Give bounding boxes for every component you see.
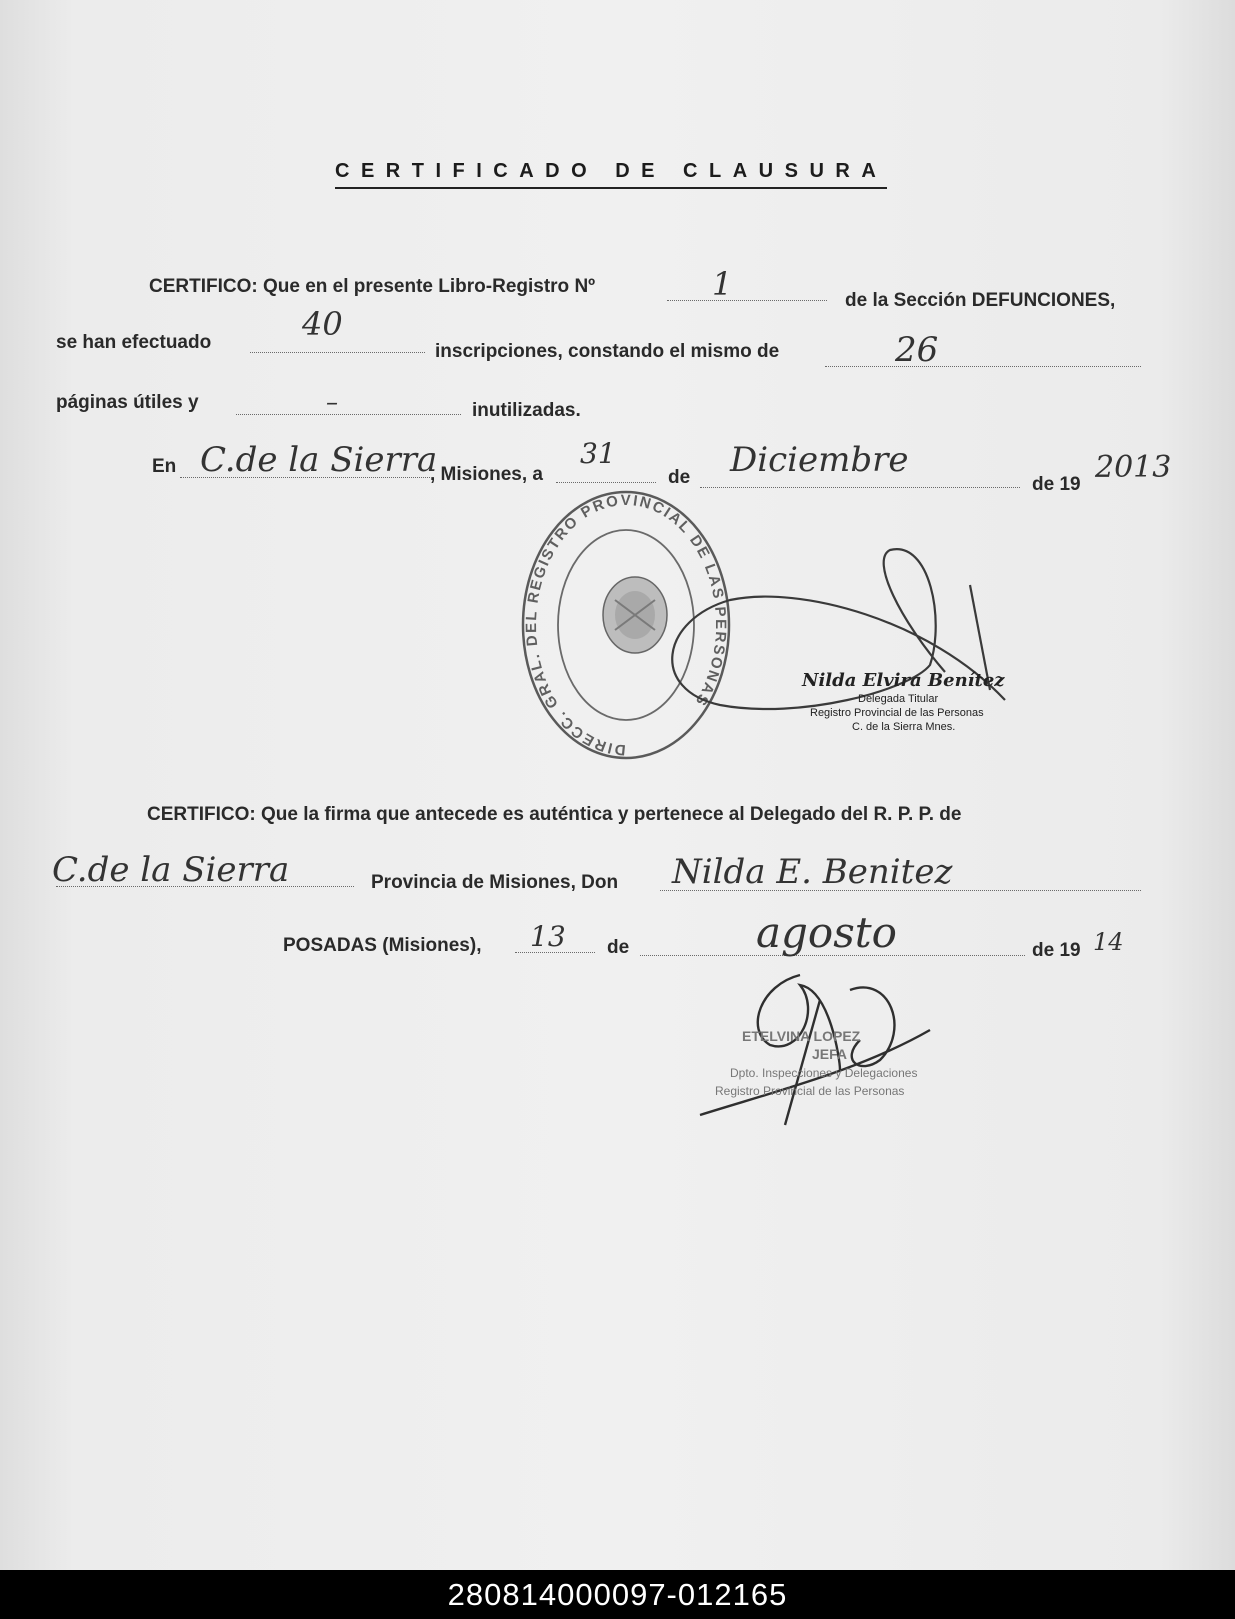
- handwritten-mes: Diciembre: [730, 440, 909, 480]
- coat-of-arms-icon: [603, 577, 667, 653]
- signature-2-org: Registro Provincial de las Personas: [715, 1084, 905, 1098]
- handwritten-paginas: 26: [895, 330, 939, 370]
- handwritten-mes-2: agosto: [756, 908, 897, 957]
- signature-2-role: JEFA: [812, 1046, 848, 1062]
- cert2-text-de: de: [607, 937, 630, 958]
- cert1-text-efectuado: se han efectuado: [56, 332, 212, 353]
- stamp-ring-text: DIRECC. GRAL. DEL REGISTRO PROVINCIAL DE LAS PERSONAS: [522, 491, 730, 759]
- handwritten-libro-number: 1: [712, 265, 733, 303]
- signature-1-place: C. de la Sierra Mnes.: [852, 721, 956, 733]
- cert2-text-posadas: POSADAS (Misiones),: [283, 935, 482, 956]
- cert1-text-libro: CERTIFICO: Que en el presente Libro-Registro Nº: [149, 276, 596, 297]
- document-code: 280814000097-012165: [447, 1577, 788, 1612]
- document-title: CERTIFICADO DE CLAUSURA: [335, 160, 887, 189]
- cert1-text-en: En: [152, 456, 177, 477]
- signature-1-role: Delegada Titular: [858, 693, 939, 705]
- handwritten-dia: 31: [580, 437, 616, 470]
- cert2-text-de-anio: de 19: [1032, 940, 1081, 961]
- signature-1-name: Nilda Elvira Benítez: [802, 670, 1005, 691]
- handwritten-anio: 2013: [1095, 450, 1172, 485]
- cert2-text-firma: CERTIFICO: Que la firma que antecede es auténtica y pertenece al Delegado del R. P. P. de: [147, 804, 962, 825]
- official-stamp: [523, 492, 729, 758]
- cert1-text-inutilizadas: inutilizadas.: [472, 400, 581, 421]
- document-code-bar: [0, 1570, 1235, 1619]
- handwritten-nombre: Nilda E. Benitez: [672, 852, 953, 892]
- cert1-text-de: de: [668, 467, 691, 488]
- signature-1-org: Registro Provincial de las Personas: [810, 707, 984, 719]
- handwritten-lugar-2: C.de la Sierra: [52, 850, 290, 890]
- handwritten-inutilizadas: –: [326, 388, 338, 416]
- signature-2-name: ETELVINA LOPEZ: [742, 1028, 861, 1044]
- handwritten-anio-2: 14: [1093, 928, 1124, 956]
- cert2-text-provincia: Provincia de Misiones, Don: [371, 872, 619, 893]
- signature-2-dept: Dpto. Inspecciones y Delegaciones: [730, 1066, 918, 1080]
- handwritten-dia-2: 13: [530, 920, 566, 953]
- cert1-text-misiones: , Misiones, a: [430, 464, 543, 485]
- cert1-text-paginas: páginas útiles y: [56, 392, 199, 413]
- cert1-text-de-anio: de 19: [1032, 474, 1081, 495]
- handwritten-inscripciones: 40: [302, 305, 343, 343]
- cert1-text-inscripciones: inscripciones, constando el mismo de: [435, 341, 780, 362]
- handwritten-lugar: C.de la Sierra: [200, 440, 438, 480]
- cert1-text-seccion: de la Sección DEFUNCIONES,: [845, 290, 1116, 311]
